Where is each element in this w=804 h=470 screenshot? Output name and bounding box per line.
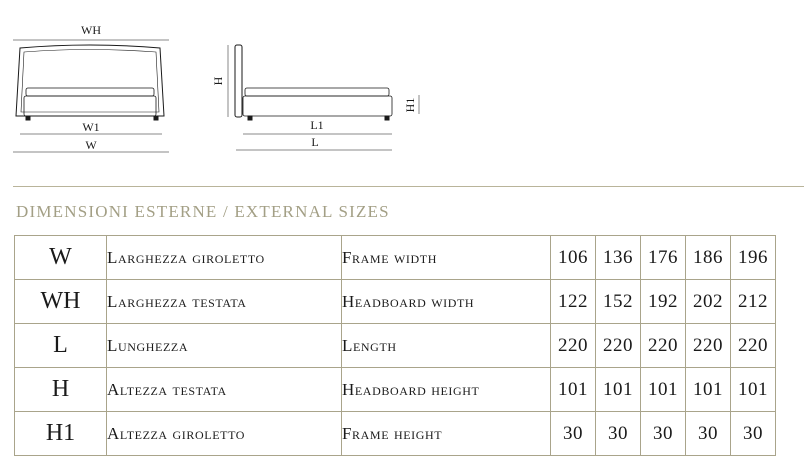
size-value: 30	[686, 412, 731, 456]
english-label: Headboard height	[342, 368, 551, 412]
size-value: 101	[596, 368, 641, 412]
h-label: H	[211, 76, 225, 86]
size-value: 196	[731, 236, 776, 280]
dimensions-table	[14, 235, 776, 456]
size-value: 106	[551, 236, 596, 280]
size-value: 30	[596, 412, 641, 456]
size-value: 30	[731, 412, 776, 456]
h1-label: H1	[403, 97, 417, 113]
bed-dimension-drawings	[0, 0, 804, 160]
size-value: 136	[596, 236, 641, 280]
front-view-drawing	[13, 40, 169, 152]
size-value: 212	[731, 280, 776, 324]
size-value: 176	[641, 236, 686, 280]
l1-label: L1	[310, 118, 324, 132]
size-value: 101	[641, 368, 686, 412]
size-value: 152	[596, 280, 641, 324]
w-label: W	[85, 138, 97, 152]
table-row	[15, 236, 776, 280]
dimension-code: W	[15, 236, 107, 280]
english-label: Frame height	[342, 412, 551, 456]
italian-label: Lunghezza	[107, 324, 342, 368]
side-view-drawing	[228, 45, 419, 150]
w1-label: W1	[82, 120, 100, 134]
size-value: 220	[551, 324, 596, 368]
section-divider	[13, 186, 804, 187]
size-value: 101	[731, 368, 776, 412]
dimension-code: H1	[15, 412, 107, 456]
size-value: 220	[596, 324, 641, 368]
table-row	[15, 280, 776, 324]
size-value: 101	[686, 368, 731, 412]
size-value: 192	[641, 280, 686, 324]
section-title: DIMENSIONI ESTERNE / EXTERNAL SIZES	[16, 202, 390, 221]
english-label: Frame width	[342, 236, 551, 280]
italian-label: Altezza giroletto	[107, 412, 342, 456]
dimension-code: L	[15, 324, 107, 368]
size-value: 30	[641, 412, 686, 456]
table-row	[15, 412, 776, 456]
size-value: 30	[551, 412, 596, 456]
size-value: 220	[731, 324, 776, 368]
size-value: 220	[641, 324, 686, 368]
italian-label: Larghezza giroletto	[107, 236, 342, 280]
wh-label: WH	[81, 23, 101, 37]
size-value: 220	[686, 324, 731, 368]
italian-label: Altezza testata	[107, 368, 342, 412]
dimension-code: WH	[15, 280, 107, 324]
table-row	[15, 324, 776, 368]
dimension-code: H	[15, 368, 107, 412]
size-value: 101	[551, 368, 596, 412]
english-label: Headboard width	[342, 280, 551, 324]
l-label: L	[311, 135, 319, 149]
size-value: 186	[686, 236, 731, 280]
table-row	[15, 368, 776, 412]
size-value: 202	[686, 280, 731, 324]
italian-label: Larghezza testata	[107, 280, 342, 324]
size-value: 122	[551, 280, 596, 324]
english-label: Length	[342, 324, 551, 368]
